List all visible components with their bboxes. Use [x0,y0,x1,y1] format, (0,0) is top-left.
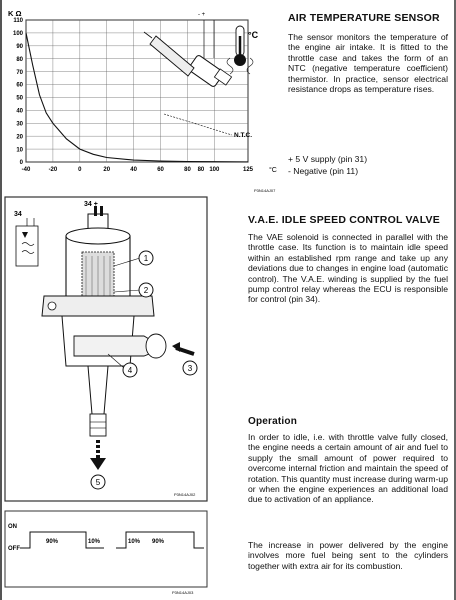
operation-paragraph-1: In order to idle, i.e. with throttle valve fully closed, the engine needs a certain amount of air and fuel to supply the small amount of power required to overcome internal friction and maintain the speed of rotation. This quantity must increase during warm-up or when the engine experiences an additional load due to activation of an appliance. [248,432,448,505]
y-tick-labels [13,18,24,166]
x-tick-label: 0 [78,167,82,173]
thermometer-unit: °C [248,30,259,40]
air-sensor-icon [144,12,232,88]
operation-title: Operation [248,416,298,427]
x-tick-label: 100 [209,167,220,173]
y-tick-label: 70 [16,69,23,76]
y-axis-label: K Ω [8,9,22,18]
y-tick-label: 30 [16,121,23,128]
chart-frame [26,20,248,162]
svg-text:4: 4 [127,366,133,375]
y-tick-label: 60 [16,82,23,89]
pulse-off-label: OFF [8,546,20,552]
chart-grid [26,20,248,162]
x-axis-label: °C [269,167,277,174]
svg-text:3: 3 [187,364,193,373]
y-tick-label: 10 [16,147,23,154]
vae-valve-diagram [4,196,208,506]
y-tick-label: 80 [16,56,23,63]
pulse-pct-2: 10% [88,539,101,545]
sensor-pin-label: - + [198,12,206,18]
negative-pin-11: - Negative (pin 11) [288,166,359,176]
thermometer-icon [227,26,259,74]
pwm-pulse-diagram [4,510,208,596]
y-tick-label: 90 [16,44,23,51]
x-tick-label: -40 [21,167,31,173]
ntc-leader-line [164,114,232,135]
air-temp-paragraph: The sensor monitors the temperature of the engine air intake. It is fitted to the throttle case and takes the form of an NTC (negative temperature coefficient) thermistor. In practice, sensor electrical resistance drops as temperature rises. [288,32,448,95]
pin-34-top: 34 + [84,201,98,208]
pulse-pct-1: 90% [46,539,59,545]
svg-text:2: 2 [143,286,149,295]
ntc-label: N.T.C. [234,132,253,139]
supply-pin-31: + 5 V supply (pin 31) [288,154,368,164]
y-tick-label: 100 [12,31,23,38]
svg-text:5: 5 [95,478,101,487]
svg-text:1: 1 [143,254,149,263]
callout-5 [91,475,105,489]
valve-figure-code: P3N14AJ02 [174,492,196,497]
x-tick-label: 40 [130,167,137,173]
pulse-figure-code: P3N14AJ03 [172,590,194,595]
x-tick-label: 125 [242,167,254,173]
page-left-edge [0,0,2,600]
y-tick-label: 110 [13,18,23,25]
vae-paragraph: The VAE solenoid is connected in parallel with the throttle case. Its function is to maintain idle speed within an established rpm range and take up any deviations due to changes in engine load (automatic control). The V.A.E. winding is supplied by the fuel pump control relay whereas the ECU is responsible for control (pin 34). [248,232,448,305]
x-tick-label: 20 [103,167,111,173]
x-tick-label: 60 [157,167,164,173]
y-tick-label: 40 [16,108,23,115]
ntc-resistance-chart [4,6,280,196]
y-tick-label: 50 [16,95,23,102]
x-tick-labels [22,167,254,173]
pulse-on-label: ON [8,524,17,530]
pin-34-left: 34 [14,211,22,218]
air-temp-title: AIR TEMPERATURE SENSOR [288,12,440,24]
x-tick-label: 80 [184,167,191,173]
pulse-pct-4: 90% [152,539,165,545]
y-tick-label: 0 [19,160,23,167]
y-tick-label: 20 [16,134,23,141]
vae-title: V.A.E. IDLE SPEED CONTROL VALVE [248,214,440,226]
operation-paragraph-2: The increase in power delivered by the engine involves more fuel being sent to the cylinders together with extra air for its combustion. [248,540,448,571]
x-tick-label: -20 [48,167,58,173]
chart-figure-code: P3N14AJ07 [254,188,276,193]
callout-3 [183,361,197,375]
pulse-pct-3: 10% [128,539,141,545]
x-annotation-80: 80 [197,167,205,173]
